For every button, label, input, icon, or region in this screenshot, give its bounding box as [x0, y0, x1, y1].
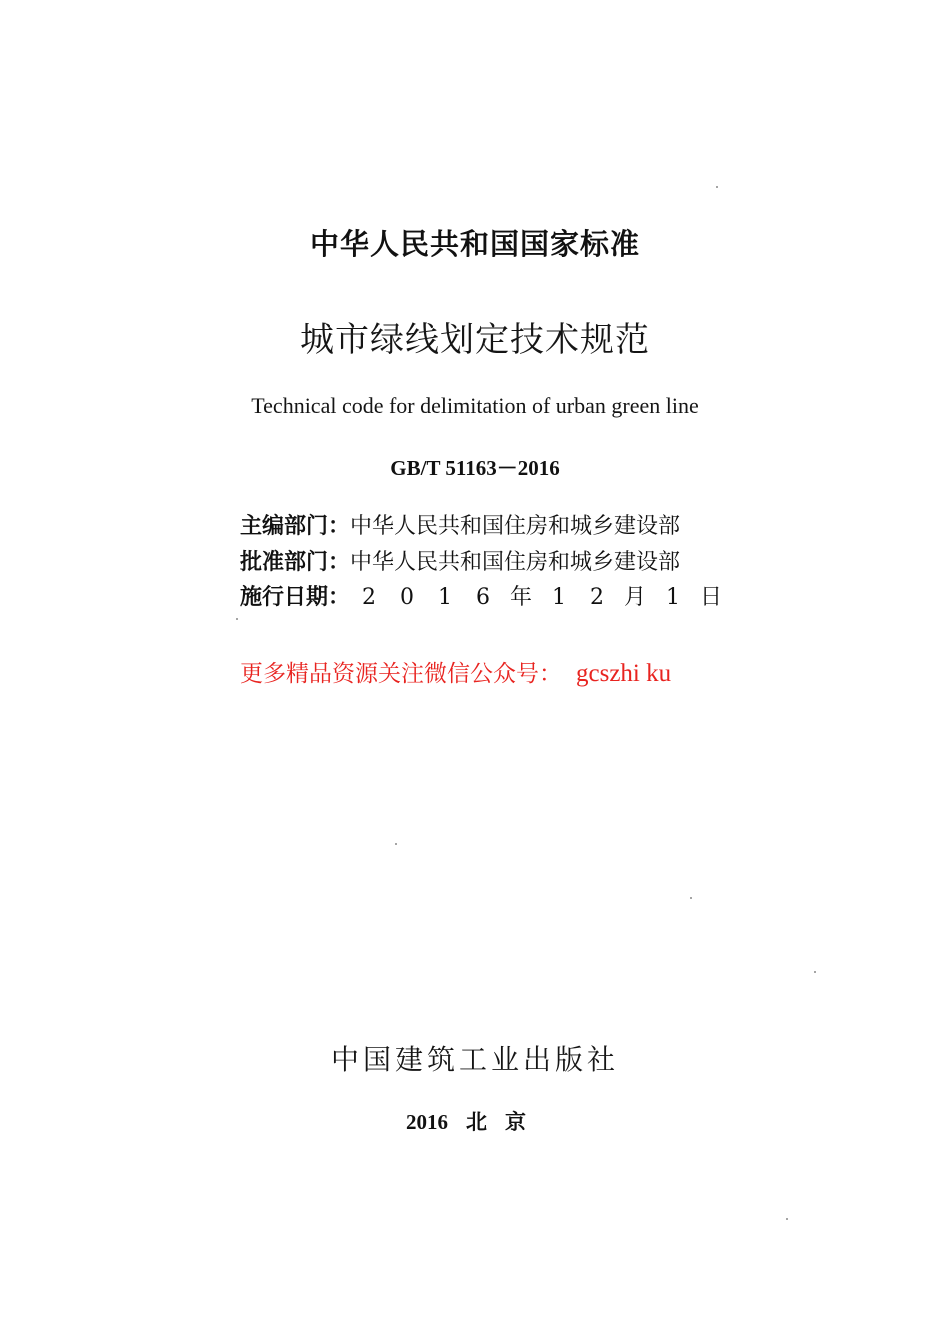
implementation-date-value: [350, 585, 730, 610]
publication-city: 北京: [466, 1110, 544, 1134]
implementation-date-row: [240, 580, 730, 611]
promo-account: gcszhi ku: [576, 660, 672, 687]
approval-row: [240, 545, 680, 576]
publication-year: 2016: [406, 1110, 448, 1134]
date-char: 1: [438, 585, 453, 610]
promo-text: 更多精品资源关注微信公众号：: [240, 661, 562, 687]
date-char: 年: [510, 585, 533, 610]
chief-editor-value: 中华人民共和国住房和城乡建设部: [350, 514, 681, 539]
publisher-name: 中国建筑工业出版社: [330, 1043, 619, 1076]
scan-speck: [690, 897, 692, 899]
date-char: 2: [590, 585, 605, 610]
title-english: Technical code for delimitation of urban green line: [251, 393, 699, 418]
implementation-label: 施行日期：: [240, 585, 351, 610]
approval-label: 批准部门：: [240, 550, 351, 575]
chief-editor-row: [240, 509, 680, 540]
scan-speck: [236, 618, 238, 620]
promo-line: [240, 655, 671, 688]
scan-speck: [716, 186, 718, 188]
scan-speck: [814, 971, 816, 973]
date-char: 1: [666, 585, 681, 610]
date-char: 日: [700, 585, 723, 610]
scan-speck: [786, 1218, 788, 1220]
date-char: 2: [362, 585, 377, 610]
standard-type-heading: 中华人民共和国国家标准: [309, 227, 640, 261]
date-char: 0: [400, 585, 415, 610]
date-char: 月: [624, 585, 647, 610]
scan-speck: [395, 843, 397, 845]
chief-editor-label: 主编部门：: [240, 514, 351, 539]
publication-place: [0, 1106, 950, 1136]
date-char: 6: [476, 585, 491, 610]
standard-number: GB/T 51163－2016: [390, 456, 560, 480]
date-char: 1: [552, 585, 567, 610]
title-chinese: 城市绿线划定技术规范: [300, 320, 650, 360]
approval-value: 中华人民共和国住房和城乡建设部: [350, 550, 681, 575]
